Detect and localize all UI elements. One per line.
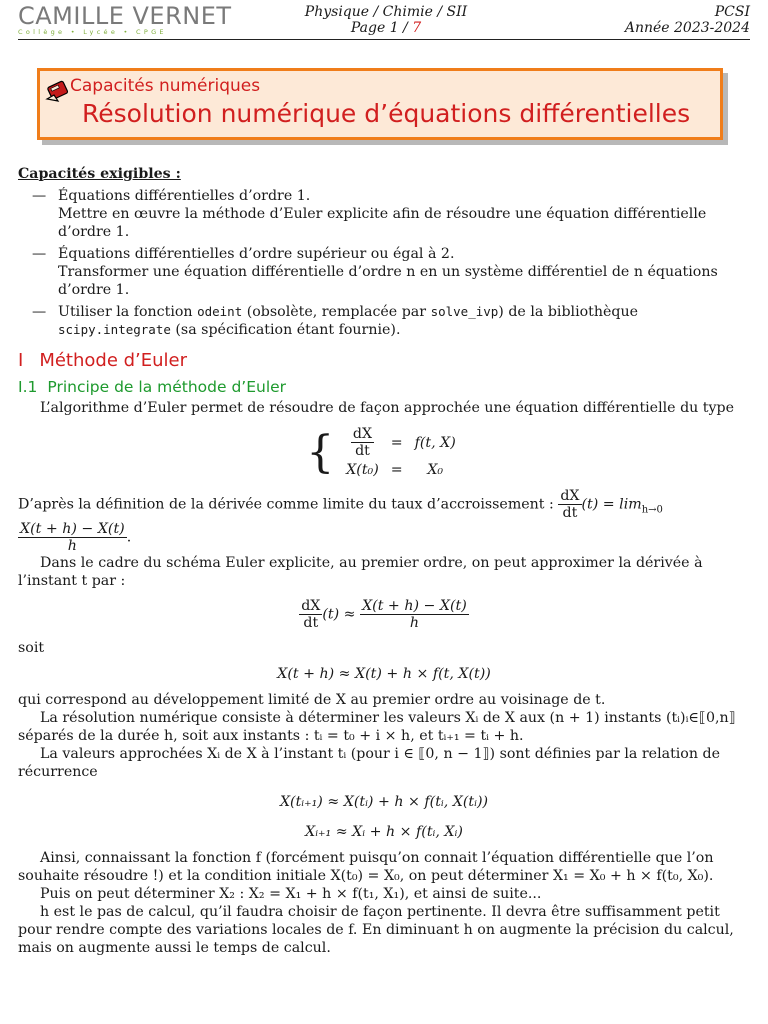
eq-term: h xyxy=(409,615,419,631)
eq-term: f(t, X) xyxy=(414,434,456,451)
page-header xyxy=(0,0,768,42)
eq-term: dX xyxy=(560,488,580,504)
logo-sub-text: Collège • Lycée • CPGE xyxy=(18,28,167,36)
equation xyxy=(18,598,750,631)
capacite-text: (obsolète, remplacée par xyxy=(242,304,431,320)
title-box xyxy=(37,68,723,140)
capacite-item: — Utiliser la fonction odeint (obsolète, remplacée par solve_ivp) de la bibliothèque scipy.integrate (sa spécification étant fournie). xyxy=(32,304,639,338)
page-total-link[interactable]: 7 xyxy=(412,20,422,36)
eq-term: = xyxy=(390,434,403,451)
header-center xyxy=(266,4,506,36)
paragraph: soit xyxy=(18,640,45,656)
subsection-heading xyxy=(18,377,750,397)
year-label: Année 2023-2024 xyxy=(624,20,750,36)
system-table xyxy=(340,425,462,480)
section-title: Méthode d’Euler xyxy=(39,350,188,371)
code-odeint: odeint xyxy=(197,304,243,319)
page-number xyxy=(266,20,506,36)
code-solve-ivp: solve_ivp xyxy=(430,304,499,319)
eq-term: dX xyxy=(301,598,321,614)
paragraph: L’algorithme d’Euler permet de résoudre de façon approchée une équation différentielle du type xyxy=(40,400,734,416)
equation: Xᵢ₊₁ ≈ Xᵢ + h × f(tᵢ, Xᵢ) xyxy=(305,824,463,840)
page-label: Page 1 / xyxy=(350,20,413,36)
class-label: PCSI xyxy=(714,4,750,20)
paragraph: qui correspond au développement limité de X au premier ordre au voisinage de t. xyxy=(18,692,606,708)
eq-term: dX xyxy=(352,426,373,442)
equation-system xyxy=(18,425,750,480)
capacites-heading: Capacités exigibles : xyxy=(18,166,181,182)
paragraph xyxy=(18,488,750,554)
logo-main-text: CAMILLE VERNET xyxy=(18,2,232,30)
page-title: Résolution numérique d’équations différentielles xyxy=(82,99,691,128)
eq-term: dt xyxy=(562,505,578,521)
eq-term: dt xyxy=(303,615,319,631)
eq-term: (t) = lim xyxy=(581,496,642,513)
school-logo xyxy=(18,2,232,36)
paragraph: Dans le cadre du schéma Euler explicite, au premier ordre, on peut approximer la dérivée à l’instant t par : xyxy=(18,555,703,589)
eq-term: X(t + h) − X(t) xyxy=(362,598,467,614)
capacite-item-line: Équations différentielles d’ordre supérieur ou égal à 2. xyxy=(58,246,455,262)
eq-term: . xyxy=(126,529,132,546)
capacite-item: — Équations différentielles d’ordre 1. Mettre en œuvre la méthode d’Euler explicite afin de résoudre une équation différentielle d’ordre 1. xyxy=(18,187,750,241)
paragraph: La résolution numérique consiste à déterminer les valeurs Xᵢ de X aux (n + 1) instants (tᵢ)ᵢ∈⟦0,n⟧ séparés de la durée h, soit aux instants : tᵢ = t₀ + i × h, et tᵢ₊₁ = tᵢ + h. xyxy=(18,710,736,744)
paragraph: La valeurs approchées Xᵢ de X à l’instant tᵢ (pour i ∈ ⟦0, n − 1⟧) sont définies par la relation de récurrence xyxy=(18,746,720,780)
subsection-title: Principe de la méthode d’Euler xyxy=(47,378,287,396)
capacite-text: ) de la bibliothèque xyxy=(498,304,639,320)
equation: X(tᵢ₊₁) ≈ X(tᵢ) + h × f(tᵢ, X(tᵢ)) xyxy=(279,794,489,810)
derivative-fraction xyxy=(558,488,581,521)
document-body xyxy=(18,165,750,957)
header-rule xyxy=(18,39,750,40)
eq-term: X₀ xyxy=(427,462,444,478)
capacite-item-line: Équations différentielles d’ordre 1. xyxy=(58,188,311,204)
paragraph-text: D’après la définition de la dérivée comme limite du taux d’accroissement : xyxy=(18,496,559,513)
section-number: I xyxy=(18,350,24,371)
equation: X(t + h) ≈ X(t) + h × f(t, X(t)) xyxy=(277,666,491,682)
header-right xyxy=(625,4,750,36)
eq-term: (t) ≈ xyxy=(322,606,356,623)
eq-term: dt xyxy=(355,443,370,459)
code-scipy-integrate: scipy.integrate xyxy=(58,322,171,337)
paragraph: Puis on peut déterminer X₂ : X₂ = X₁ + h × f(t₁, X₁), et ainsi de suite... xyxy=(40,886,542,902)
paragraph: h est le pas de calcul, qu’il faudra choisir de façon pertinente. Il devra être suffisamment petit pour rendre compte des variations locales de f. En diminuant h on augmente la précision du calcul, mais on augmente aussi le temps de calcul. xyxy=(18,904,734,956)
rate-fraction xyxy=(18,521,127,554)
subsection-number: I.1 xyxy=(18,378,38,396)
eq-term: = xyxy=(390,462,403,478)
paragraph: Ainsi, connaissant la fonction f (forcément puisqu’on connait l’équation différentielle que l’on souhaite résoudre !) et la condition initiale X(t₀) = X₀, on peut déterminer X₁ = X₀ + h × f(t₀, X₀). xyxy=(18,850,714,884)
section-heading xyxy=(18,349,750,373)
eq-term: X(t + h) − X(t) xyxy=(20,521,125,537)
title-category: Capacités numériques xyxy=(70,76,261,96)
capacite-text: Utiliser la fonction xyxy=(58,304,198,320)
eq-term: X(t₀) xyxy=(346,462,379,478)
capacite-text: (sa spécification étant fournie). xyxy=(170,322,401,338)
capacite-item-line: Mettre en œuvre la méthode d’Euler explicite afin de résoudre une équation différentielle d’ordre 1. xyxy=(58,206,707,240)
capacite-item-line: Transformer une équation différentielle d’ordre n en un système différentiel de n équations d’ordre 1. xyxy=(58,264,718,298)
eq-term: h xyxy=(67,538,77,554)
calculator-icon xyxy=(44,77,70,108)
left-brace: { xyxy=(306,426,335,478)
eq-term: h→0 xyxy=(641,504,663,516)
capacite-item: — Équations différentielles d’ordre supérieur ou égal à 2. Transformer une équation différentielle d’ordre n en un système différentiel de n équations d’ordre 1. xyxy=(18,245,750,299)
subject-label: Physique / Chimie / SII xyxy=(304,4,468,20)
